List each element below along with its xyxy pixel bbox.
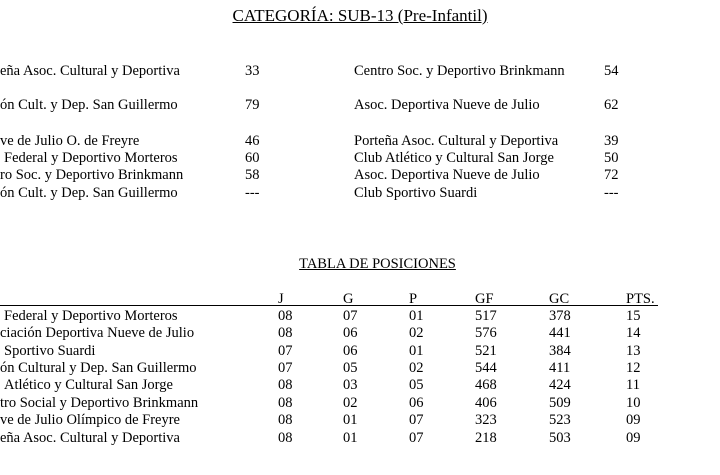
stat-g: 02 — [343, 395, 358, 411]
stat-gc: 411 — [549, 360, 571, 376]
stat-gf: 576 — [475, 325, 497, 341]
stat-pts: 15 — [626, 308, 641, 324]
stat-p: 07 — [409, 412, 424, 428]
stat-gf: 521 — [475, 343, 497, 359]
team-name: Atlético y Cultural San Jorge — [4, 377, 173, 393]
stat-p: 05 — [409, 377, 424, 393]
team-name: ón Cultural y Dep. San Guillermo — [0, 360, 197, 376]
stat-j: 08 — [278, 308, 293, 324]
stat-pts: 10 — [626, 395, 641, 411]
result-home-score: 33 — [245, 63, 260, 79]
result-away-score: 54 — [604, 63, 619, 79]
header-pts: PTS. — [626, 291, 655, 307]
result-home-score: --- — [245, 185, 260, 201]
result-home-team: ve de Julio O. de Freyre — [0, 133, 140, 149]
result-home-score: 60 — [245, 150, 260, 166]
stat-pts: 09 — [626, 430, 641, 446]
stat-p: 02 — [409, 360, 424, 376]
result-away-score: 50 — [604, 150, 619, 166]
stat-j: 07 — [278, 360, 293, 376]
stat-gf: 323 — [475, 412, 497, 428]
stat-p: 01 — [409, 308, 424, 324]
stat-gf: 544 — [475, 360, 497, 376]
stat-pts: 13 — [626, 343, 641, 359]
result-away-score: --- — [604, 185, 619, 201]
stat-gc: 384 — [549, 343, 571, 359]
header-p: P — [409, 291, 418, 307]
stat-gf: 468 — [475, 377, 497, 393]
stat-gc: 509 — [549, 395, 571, 411]
stat-j: 08 — [278, 377, 293, 393]
stat-j: 08 — [278, 325, 293, 341]
stat-g: 06 — [343, 343, 358, 359]
stat-gc: 378 — [549, 308, 571, 324]
stat-j: 07 — [278, 343, 293, 359]
team-name: Federal y Deportivo Morteros — [4, 308, 178, 324]
stat-pts: 11 — [626, 377, 640, 393]
result-away-score: 62 — [604, 97, 619, 113]
team-name: Sportivo Suardi — [4, 343, 96, 359]
stat-j: 08 — [278, 430, 293, 446]
stat-pts: 12 — [626, 360, 641, 376]
result-away-team: Club Atlético y Cultural San Jorge — [354, 150, 554, 166]
page-title: CATEGORÍA: SUB-13 (Pre-Infantil) — [232, 6, 488, 25]
team-name: eña Asoc. Cultural y Deportiva — [0, 430, 180, 446]
result-home-score: 79 — [245, 97, 260, 113]
stat-g: 07 — [343, 308, 358, 324]
stat-gf: 406 — [475, 395, 497, 411]
stat-p: 01 — [409, 343, 424, 359]
stat-g: 01 — [343, 412, 358, 428]
standings-title: TABLA DE POSICIONES — [299, 256, 456, 272]
result-home-team: eña Asoc. Cultural y Deportiva — [0, 63, 180, 79]
team-name: ve de Julio Olímpico de Freyre — [0, 412, 180, 428]
stat-gc: 523 — [549, 412, 571, 428]
stat-pts: 09 — [626, 412, 641, 428]
header-divider — [0, 305, 658, 306]
result-away-team: Club Sportivo Suardi — [354, 185, 478, 201]
stat-p: 02 — [409, 325, 424, 341]
stat-pts: 14 — [626, 325, 641, 341]
header-g: G — [343, 291, 354, 307]
result-home-score: 58 — [245, 167, 260, 183]
stat-gc: 424 — [549, 377, 571, 393]
stat-g: 05 — [343, 360, 358, 376]
result-away-team: Asoc. Deportiva Nueve de Julio — [354, 97, 540, 113]
header-j: J — [278, 291, 284, 307]
stat-g: 03 — [343, 377, 358, 393]
stat-j: 08 — [278, 412, 293, 428]
result-home-team: ro Soc. y Deportivo Brinkmann — [0, 167, 184, 183]
result-away-team: Porteña Asoc. Cultural y Deportiva — [354, 133, 559, 149]
header-gf: GF — [475, 291, 494, 307]
stat-j: 08 — [278, 395, 293, 411]
result-home-team: Federal y Deportivo Morteros — [4, 150, 178, 166]
result-home-score: 46 — [245, 133, 260, 149]
stat-gf: 517 — [475, 308, 497, 324]
stat-gc: 503 — [549, 430, 571, 446]
result-away-score: 72 — [604, 167, 619, 183]
result-away-team: Asoc. Deportiva Nueve de Julio — [354, 167, 540, 183]
result-away-score: 39 — [604, 133, 619, 149]
result-home-team: ón Cult. y Dep. San Guillermo — [0, 185, 178, 201]
stat-g: 01 — [343, 430, 358, 446]
stat-gc: 441 — [549, 325, 571, 341]
stat-p: 06 — [409, 395, 424, 411]
team-name: ciación Deportiva Nueve de Julio — [0, 325, 195, 341]
stat-p: 07 — [409, 430, 424, 446]
stat-g: 06 — [343, 325, 358, 341]
team-name: tro Social y Deportivo Brinkmann — [0, 395, 199, 411]
header-gc: GC — [549, 291, 570, 307]
result-away-team: Centro Soc. y Deportivo Brinkmann — [354, 63, 565, 79]
stat-gf: 218 — [475, 430, 497, 446]
result-home-team: ón Cult. y Dep. San Guillermo — [0, 97, 178, 113]
